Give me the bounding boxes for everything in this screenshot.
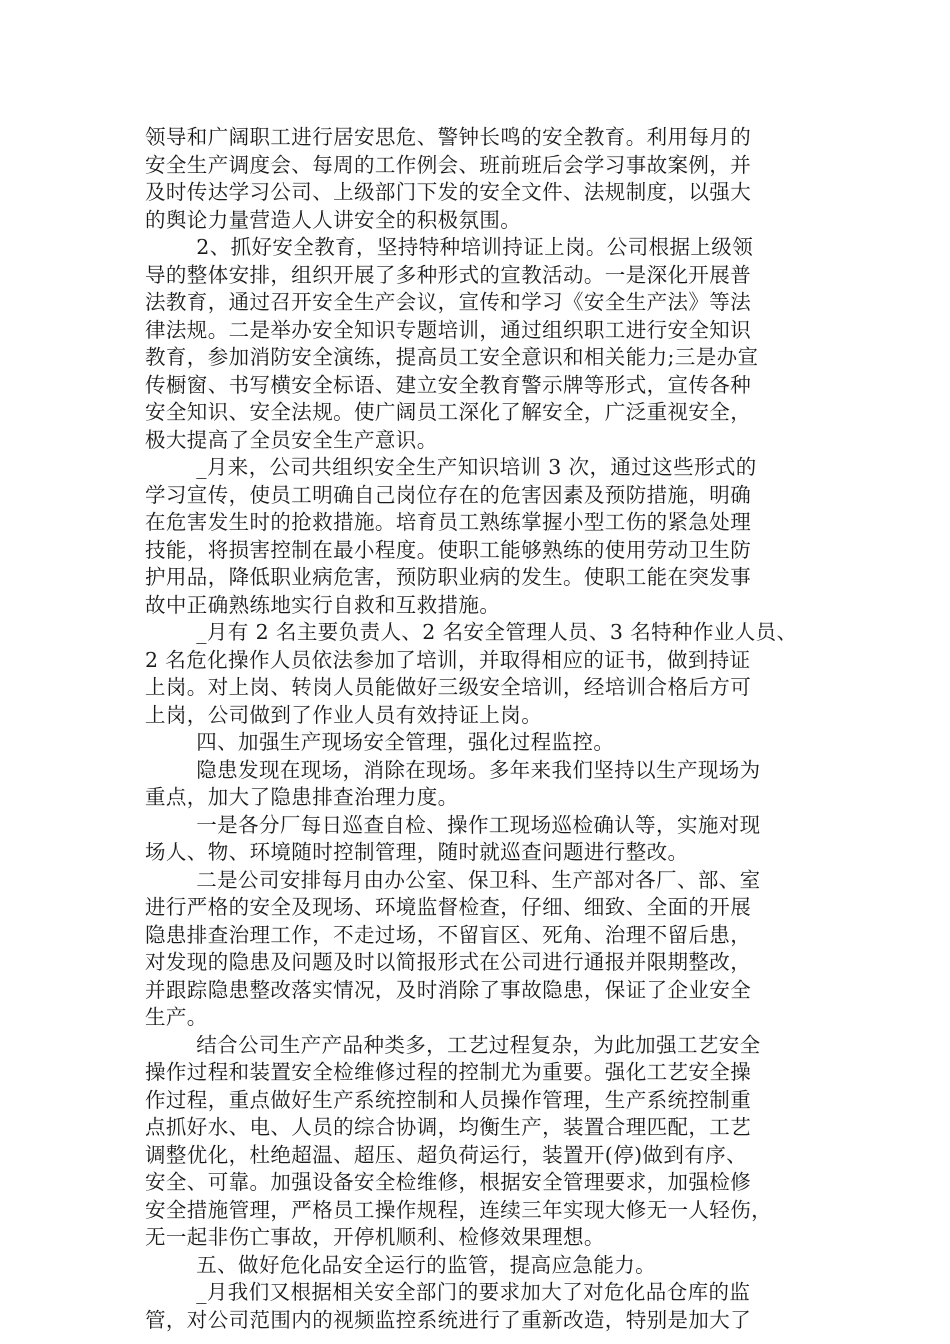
paragraph (145, 757, 805, 812)
text-line: 教育，参加消防安全演练，提高员工安全意识和相关能力;三是办宣 (145, 345, 759, 369)
paragraph (145, 1279, 805, 1334)
text-line: 律法规。二是举办安全知识专题培训，通过组织职工进行安全知识 (145, 317, 752, 342)
text-line: 操作过程和装置安全检维修过程的控制尤为重要。强化工艺安全操 (145, 1060, 752, 1084)
text-line: 2、抓好安全教育，坚持特种培训持证上岗。公司根据上级领 (196, 235, 754, 259)
text-line: 管，对公司范围内的视频监控系统进行了重新改造，特别是加大了 (145, 1307, 752, 1332)
text-line: 领导和广阔职工进行居安思危、警钟长鸣的安全教育。利用每月的 (145, 125, 752, 149)
text-line: 五、做好危化品安全运行的监管，提高应急能力。 (196, 1252, 657, 1277)
text-line: 四、加强生产现场安全管理，强化过程监控。 (196, 730, 615, 754)
text-line: 在危害发生时的抢救措施。培育员工熟练掌握小型工伤的紧急处理 (145, 510, 752, 534)
text-line: 2 名危化操作人员依法参加了培训，并取得相应的证书，做到持证 (145, 647, 751, 672)
text-line: 极大提高了全员安全生产意识。 (145, 427, 438, 452)
text-line: 安全措施管理，严格员工操作规程，连续三年实现大修无一人轻伤， (145, 1197, 772, 1222)
text-line: _月来，公司共组织安全生产知识培训 3 次，通过这些形式的 (196, 455, 757, 479)
text-line: 场人、物、环境随时控制管理，随时就巡查问题进行整改。 (145, 840, 689, 864)
text-line: 隐患发现在现场，消除在现场。多年来我们坚持以生产现场为 (196, 757, 761, 782)
text-line: 学习宣传，使员工明确自己岗位存在的危害因素及预防措施，明确 (145, 482, 752, 507)
text-line: 二是公司安排每月由办公室、保卫科、生产部对各厂、部、室 (196, 867, 761, 892)
text-line: 技能，将损害控制在最小程度。使职工能够熟练的使用劳动卫生防 (145, 537, 752, 562)
text-line: _月有 2 名主要负责人、2 名安全管理人员、3 名特种作业人员、 (196, 620, 798, 644)
paragraph (145, 234, 805, 454)
text-line: 隐患排查治理工作，不走过场，不留盲区、死角、治理不留后患， (145, 922, 752, 947)
text-line: 作过程，重点做好生产系统控制和人员操作管理，生产系统控制重 (145, 1087, 752, 1112)
paragraph (145, 124, 805, 234)
paragraph (145, 729, 805, 757)
text-line: 上岗。对上岗、转岗人员能做好三级安全培训，经培训合格后方可 (145, 675, 752, 699)
text-line: 点抓好水、电、人员的综合协调，均衡生产，装置合理匹配，工艺 (145, 1115, 752, 1139)
text-line: 一是各分厂每日巡查自检、操作工现场巡检确认等，实施对现 (196, 812, 761, 837)
text-line: 重点，加大了隐患排查治理力度。 (145, 785, 459, 809)
text-line: 对发现的隐患及问题及时以简报形式在公司进行通报并限期整改， (145, 950, 752, 974)
text-line: 法教育，通过召开安全生产会议，宣传和学习《安全生产法》等法 (145, 290, 752, 314)
text-line: 的舆论力量营造人人讲安全的积极氛围。 (145, 207, 522, 232)
paragraph (145, 1032, 805, 1252)
paragraph (145, 812, 805, 867)
text-line: 无一起非伤亡事故，开停机顺利、检修效果理想。 (145, 1225, 605, 1249)
text-line: 并跟踪隐患整改落实情况，及时消除了事故隐患，保证了企业安全 (145, 977, 752, 1002)
text-line: 及时传达学习公司、上级部门下发的安全文件、法规制度，以强大 (145, 180, 752, 204)
text-line: 上岗，公司做到了作业人员有效持证上岗。 (145, 702, 543, 727)
text-line: 安全知识、安全法规。使广阔员工深化了解安全，广泛重视安全， (145, 400, 752, 424)
paragraph (145, 1252, 805, 1280)
paragraph (145, 867, 805, 1032)
text-line: _月我们又根据相关安全部门的要求加大了对危化品仓库的监 (196, 1280, 751, 1304)
text-line: 安全生产调度会、每周的工作例会、班前班后会学习事故案例，并 (145, 152, 752, 177)
text-line: 生产。 (145, 1005, 208, 1029)
text-line: 故中正确熟练地实行自救和互救措施。 (145, 592, 501, 617)
text-line: 安全、可靠。加强设备安全检维修，根据安全管理要求，加强检修 (145, 1170, 752, 1194)
document-page (145, 124, 805, 1334)
paragraph (145, 619, 805, 729)
text-line: 导的整体安排，组织开展了多种形式的宣教活动。一是深化开展普 (145, 262, 752, 287)
text-line: 进行严格的安全及现场、环境监督检查，仔细、细致、全面的开展 (145, 895, 752, 919)
text-line: 结合公司生产产品种类多，工艺过程复杂，为此加强工艺安全 (196, 1032, 761, 1057)
text-line: 调整优化，杜绝超温、超压、超负荷运行，装置开(停)做到有序、 (145, 1142, 747, 1167)
text-line: 护用品，降低职业病危害，预防职业病的发生。使职工能在突发事 (145, 565, 752, 589)
paragraph (145, 454, 805, 619)
text-line: 传橱窗、书写横安全标语、建立安全教育警示牌等形式，宣传各种 (145, 372, 752, 397)
